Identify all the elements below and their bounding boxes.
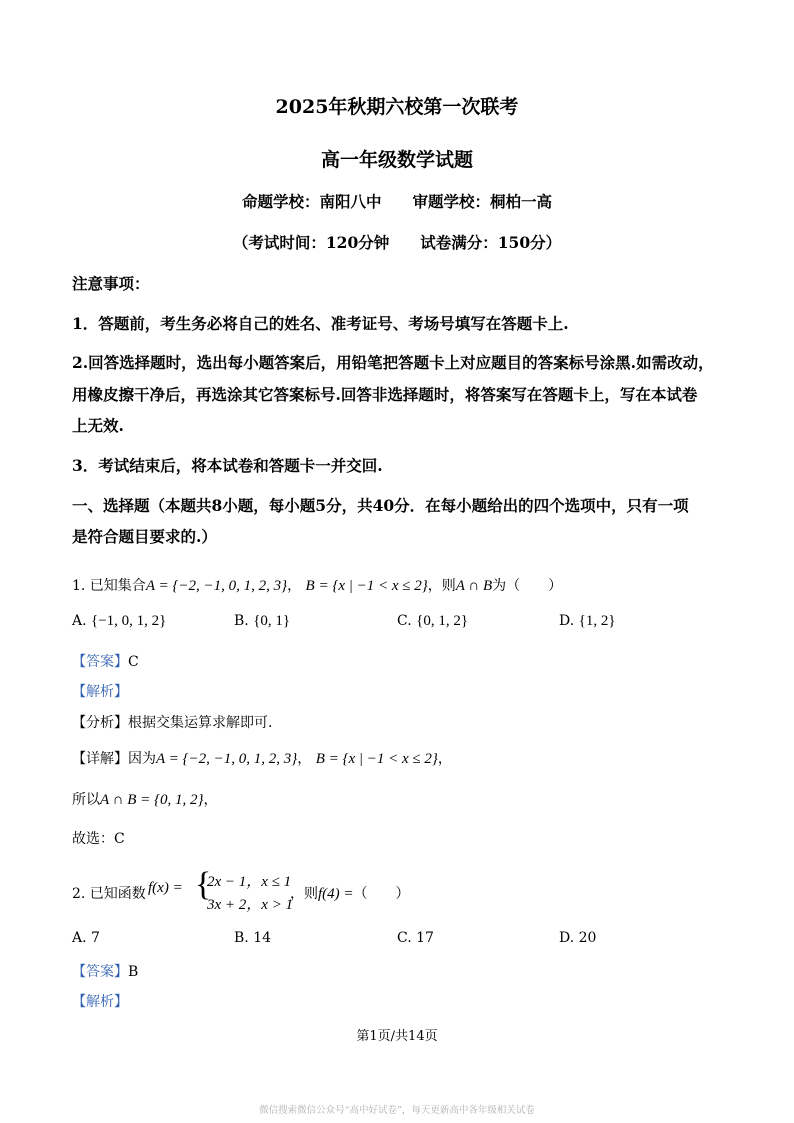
- question-2-analysis-tag: 【解析】: [72, 994, 128, 1010]
- detail-set-a: A = {−2, −1, 0, 1, 2, 3}: [156, 751, 298, 767]
- question-2-ask: [290, 883, 410, 903]
- question-1-detail: [72, 748, 452, 768]
- ask-post: （ ）: [353, 886, 410, 902]
- school-info: 命题学校：南阳八中 审题学校：桐柏一高: [241, 192, 552, 211]
- so-end: ，: [203, 792, 218, 808]
- exam-title: 2025年秋期六校第一次联考: [275, 96, 519, 118]
- question-1-option-d: [559, 613, 616, 630]
- notice-heading: 注意事项：: [72, 274, 150, 293]
- answer-value: B: [128, 964, 139, 980]
- option-label: C.: [397, 613, 412, 629]
- option-label: C.: [397, 930, 412, 946]
- question-1-fenxi: [72, 712, 272, 732]
- question-1-set-b: B = {x | −1 < x ≤ 2}: [305, 578, 428, 594]
- question-1-conclusion: [72, 789, 218, 809]
- option-value: 7: [91, 930, 100, 946]
- question-1-sep: ，: [287, 578, 302, 594]
- answer-value: C: [128, 654, 139, 670]
- question-2-option-a: [72, 930, 100, 946]
- question-2-option-c: [397, 930, 434, 946]
- detail-sep: ，: [297, 751, 312, 767]
- exam-subtitle: 高一年级数学试题: [320, 149, 473, 171]
- question-2-option-b: [234, 930, 271, 946]
- notice-item-2-line-3: 上无效.: [72, 416, 124, 435]
- option-label: A.: [72, 930, 87, 946]
- question-1-analysis-tag: 【解析】: [72, 684, 128, 700]
- detail-set-b: B = {x | −1 < x ≤ 2}: [315, 751, 438, 767]
- section-heading-line-2: 是符合题目要求的.）: [72, 527, 217, 546]
- question-1-answer: [72, 651, 139, 671]
- question-2-prefix: 2. 已知函数: [72, 886, 146, 902]
- question-1-option-b: [234, 613, 290, 630]
- question-2-option-d: [559, 930, 596, 946]
- ask-pre: ，则: [290, 886, 318, 902]
- question-1-prefix: 1. 已知集合: [72, 578, 146, 594]
- detail-tag: 【详解】: [72, 751, 128, 767]
- question-1-option-a: [72, 613, 166, 630]
- option-label: B.: [234, 930, 249, 946]
- question-2-fx: f(x) =: [148, 880, 183, 896]
- question-1-expr: A ∩ B: [455, 578, 493, 594]
- question-1-option-c: [397, 613, 468, 630]
- question-1-ask-pre: ，则: [427, 578, 456, 594]
- notice-item-2-line-2: 用橡皮擦干净后，再选涂其它答案标号.回答非选择题时，将答案写在答题卡上，写在本试卷: [72, 385, 698, 404]
- question-1-ask-post: 为（ ）: [492, 578, 563, 594]
- question-1-set-a: A = {−2, −1, 0, 1, 2, 3}: [145, 578, 288, 594]
- watermark-text: 微信搜索微信公众号“高中好试卷”，每天更新高中各年级相关试卷: [259, 1105, 535, 1116]
- notice-item-3: 3．考试结束后，将本试卷和答题卡一并交回.: [72, 456, 383, 475]
- notice-item-2-line-1: 2.回答选择题时，选出每小题答案后，用铅笔把答题卡上对应题目的答案标号涂黑.如需改动，: [72, 353, 714, 372]
- question-1-choose: 故选：C: [72, 831, 125, 847]
- option-label: A.: [72, 613, 87, 629]
- option-label: D.: [559, 930, 575, 946]
- question-2-case-2: 3x + 2，x > 1: [207, 897, 294, 913]
- detail-end: ，: [437, 751, 452, 767]
- question-2-case-1: 2x − 1，x ≤ 1: [207, 874, 292, 890]
- option-value: {−1, 0, 1, 2}: [91, 613, 167, 629]
- section-heading-line-1: 一、选择题（本题共8小题，每小题5分，共40分．在每小题给出的四个选项中，只有一项: [72, 496, 689, 515]
- detail-pre: 因为: [128, 751, 156, 767]
- question-1-stem: [72, 575, 562, 595]
- option-label: B.: [234, 613, 249, 629]
- page-number: 第1页/共14页: [356, 1029, 438, 1044]
- piecewise-brace: {: [195, 866, 212, 903]
- option-value: {0, 1}: [253, 613, 291, 629]
- ask-expr: f(4) =: [318, 886, 354, 902]
- option-label: D.: [559, 613, 575, 629]
- answer-tag: 【答案】: [72, 654, 128, 670]
- notice-item-1: 1．答题前，考生务必将自己的姓名、准考证号、考场号填写在答题卡上.: [72, 314, 569, 333]
- so-expr: A ∩ B = {0, 1, 2}: [100, 792, 204, 808]
- exam-time-score: （考试时间：120分钟 试卷满分：150分）: [232, 233, 562, 252]
- option-value: 20: [578, 930, 597, 946]
- answer-tag: 【答案】: [72, 964, 128, 980]
- fenxi-text: 根据交集运算求解即可.: [128, 715, 273, 731]
- so-pre: 所以: [72, 792, 100, 808]
- option-value: {1, 2}: [578, 613, 616, 629]
- option-value: 14: [253, 930, 272, 946]
- fenxi-tag: 【分析】: [72, 715, 128, 731]
- option-value: 17: [416, 930, 434, 946]
- question-2-answer: [72, 961, 138, 981]
- option-value: {0, 1, 2}: [416, 613, 469, 629]
